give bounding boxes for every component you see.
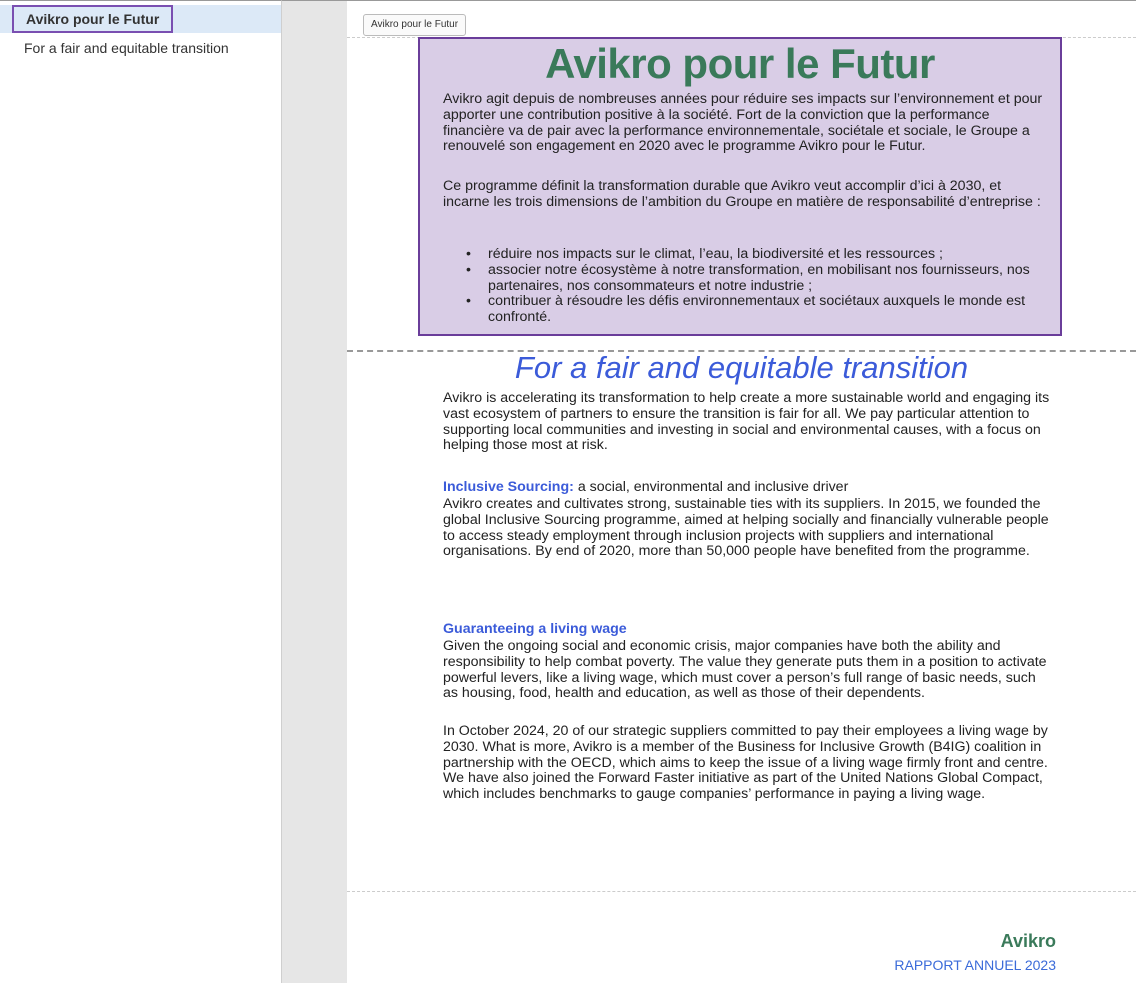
living-wage-body-1: Given the ongoing social and economic crisis, major companies have both the ability and responsibility to help combat poverty. The value they generate puts them in a position to activate powerful levers, like a living wage, which must cover a person’s full range of basic needs, such as housing, food, health and education, as well as those of their dependents. [443,638,1047,702]
selected-section-block[interactable] [418,37,1062,336]
bullet-item: • réduire nos impacts sur le climat, l’eau, la biodiversité et les ressources ; [488,247,1088,263]
footer-report-label: RAPPORT ANNUEL 2023 [894,957,1056,973]
section-paragraph: Avikro agit depuis de nombreuses années pour réduire ses impacts sur l’environnement et pour apporter une contribution positive à la société. Fort de la conviction que la performance financière va de pair avec la performance environnementale, sociétale et sociale, le Groupe a renouvelé son engagement en 2020 avec le programme Avikro pour le Futur. [443,91,1043,155]
inclusive-sourcing-heading: Inclusive Sourcing: [443,479,574,495]
footer-brand: Avikro [1000,931,1056,951]
sidebar-item-fair-transition[interactable] [12,34,241,62]
bullet-item: • associer notre écosystème à notre transformation, en mobilisant nos fournisseurs, nos partenaires, nos consommateurs et notre industrie ; [488,263,1088,295]
bullet-item: • contribuer à résoudre les défis environnementaux et sociétaux auxquels le monde est confronté. [488,294,1088,326]
living-wage-heading: Guaranteeing a living wage [443,621,627,637]
living-wage-body-2: In October 2024, 20 of our strategic suppliers committed to pay their employees a living wage by 2030. What is more, Avikro is a member of the Business for Inclusive Growth (B4IG) coalition in partnership with the OECD, which aims to keep the issue of a living wage firmly front and centre. We have also joined the Forward Faster initiative as part of the United Nations Global Compact, which includes benchmarks to gauge companies’ performance in paying a living wage. [443,723,1048,803]
section-boundary-bottom [347,891,1136,892]
sidebar-item-label: Avikro pour le Futur [12,5,173,33]
section-paragraph: Ce programme définit la transformation durable que Avikro veut accomplir d’ici à 2030, et incarne les trois dimensions de l’ambition du Groupe en matière de responsabilité d’entreprise : [443,178,1041,210]
sidebar [0,0,281,983]
inclusive-sourcing-body: Avikro creates and cultivates strong, sustainable ties with its suppliers. In 2015, we founded the global Inclusive Sourcing programme, aimed at helping socially and financially vulnerable people to access steady employment through inclusion projects with suppliers and international organisations. By end of 2020, more than 50,000 people have benefited from the programme. [443,496,1049,560]
section-tab-label[interactable]: Avikro pour le Futur [363,14,466,36]
inclusive-sourcing-heading-line [443,480,1053,496]
sidebar-item-avikro-pour-le-futur[interactable] [0,5,281,33]
sidebar-item-label: For a fair and equitable transition [24,40,229,56]
inclusive-sourcing-subtitle: a social, environmental and inclusive driver [573,479,849,495]
intro-paragraph: Avikro is accelerating its transformation to help create a more sustainable world and engaging its vast ecosystem of partners to ensure the transition is fair for all. We pay particular attention to supporting local communities and investing in social and environmental causes, with a focus on helping those most at risk. [443,390,1050,454]
canvas-gutter [281,0,348,983]
section-title: Avikro pour le Futur [545,40,935,87]
page-canvas[interactable] [347,0,1136,983]
bullet-list [443,247,1088,326]
section-title-fair-transition: For a fair and equitable transition [514,350,969,385]
